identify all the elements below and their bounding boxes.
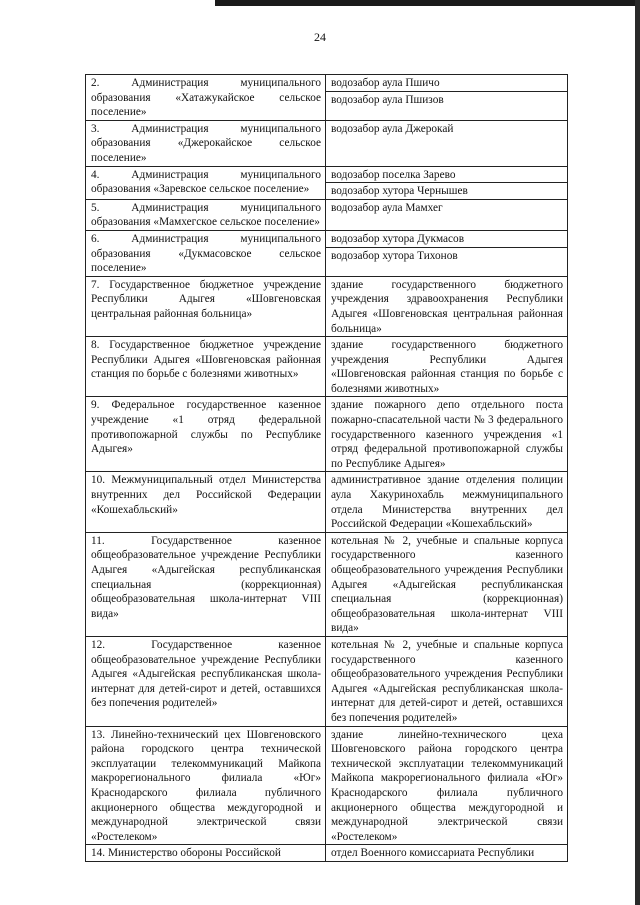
- facility-cell: [326, 75, 568, 121]
- table-row: [86, 199, 568, 230]
- organization-cell: 13. Линейно-технический цех Шовгеновского района городского центра технической эксплуатации телекоммуникаций Майкопа макрорегионального филиала «Юг» Краснодарского филиала публичного акционерного общества междугородной и международной электрической связи «Ростелеком»: [86, 726, 326, 845]
- table-row: [86, 230, 568, 276]
- table-row: [86, 472, 568, 532]
- organization-cell: 12. Государственное казенное общеобразовательное учреждение Республики Адыгея «Адыгейская республиканская школа-интернат для детей-сирот и детей, оставшихся без попечения родителей»: [86, 636, 326, 726]
- facility-item: водозабор хутора Тихонов: [326, 247, 567, 264]
- organizations-table: [85, 74, 568, 862]
- facility-item: отдел Военного комиссариата Республики: [331, 847, 535, 860]
- organization-cell: 9. Федеральное государственное казенное учреждение «1 отряд федеральной противопожарной службы по Республике Адыгея»: [86, 397, 326, 472]
- facility-cell: [326, 120, 568, 166]
- facility-item: здание линейно-технического цеха Шовгеновского района городского центра технической эксплуатации телекоммуникаций Майкопа макрорегионального филиала «Юг» Краснодарского филиала публичного акционерного общества междугородной и международной электрической связи «Ростелеком»: [331, 728, 563, 843]
- facility-item: водозабор хутора Чернышев: [326, 182, 567, 199]
- organization-cell: 5. Администрация муниципального образования «Мамхегское сельское поселение»: [86, 199, 326, 230]
- table-row: [86, 845, 568, 862]
- organization-cell: 8. Государственное бюджетное учреждение Республики Адыгея «Шовгеновская районная станция по борьбе с болезнями животных»: [86, 337, 326, 397]
- facility-cell: [326, 726, 568, 845]
- facility-cell: [326, 337, 568, 397]
- organization-cell: 2. Администрация муниципального образования «Хатажукайское сельское поселение»: [86, 75, 326, 121]
- organization-cell: 4. Администрация муниципального образования «Заревское сельское поселение»: [86, 166, 326, 199]
- facility-item: водозабор аула Мамхег: [331, 201, 443, 214]
- facility-item: здание государственного бюджетного учреждения здравоохранения Республики Адыгея «Шовгеновская центральная районная больница»: [331, 278, 563, 335]
- facility-cell: [326, 845, 568, 862]
- organization-cell: 3. Администрация муниципального образования «Джерокайское сельское поселение»: [86, 120, 326, 166]
- facility-item: здание пожарного депо отдельного поста пожарно-спасательной части № 3 федерального государственного казенного учреждения «1 отряд федеральной противопожарной службы по Республике Адыгея»: [331, 399, 563, 470]
- facility-cell: [326, 532, 568, 636]
- organization-cell: 10. Межмуниципальный отдел Министерства внутренних дел Российской Федерации «Кошехабльский»: [86, 472, 326, 532]
- table-row: [86, 276, 568, 336]
- scan-edge-right: [635, 0, 640, 905]
- organization-cell: 7. Государственное бюджетное учреждение Республики Адыгея «Шовгеновская центральная районная больница»: [86, 276, 326, 336]
- facility-item: водозабор аула Пшизов: [326, 91, 567, 108]
- facility-cell: [326, 472, 568, 532]
- facility-item: водозабор аула Джерокай: [331, 122, 454, 135]
- facility-cell: [326, 636, 568, 726]
- table-row: [86, 120, 568, 166]
- facility-item: котельная № 2, учебные и спальные корпуса государственного казенного общеобразовательного учреждения Республики Адыгея «Адыгейская республиканская специальная (коррекционная) общеобразовательная школа-интернат VIII вида»: [331, 534, 563, 635]
- organization-cell: 14. Министерство обороны Российской: [86, 845, 326, 862]
- table-row: [86, 337, 568, 397]
- table-row: [86, 166, 568, 199]
- facility-item: административное здание отделения полиции аула Хакуринохабль межмуниципального отдела Министерства внутренних дел Российской Федерации «Кошехабльский»: [331, 474, 563, 531]
- facility-item: водозабор аула Пшичо: [331, 77, 440, 89]
- facility-cell: [326, 397, 568, 472]
- facility-cell: [326, 276, 568, 336]
- facility-item: котельная № 2, учебные и спальные корпуса государственного казенного общеобразовательного учреждения Республики Адыгея «Адыгейская республиканская школа-интернат для детей-сирот и детей, оставшихся без попечения родителей»: [331, 638, 563, 724]
- organization-cell: 6. Администрация муниципального образования «Дукмасовское сельское поселение»: [86, 230, 326, 276]
- organization-cell: 11. Государственное казенное общеобразовательное учреждение Республики Адыгея «Адыгейская республиканская специальная (коррекционная) общеобразовательная школа-интернат VIII вида»: [86, 532, 326, 636]
- table-row: [86, 397, 568, 472]
- table-row: [86, 532, 568, 636]
- facility-cell: [326, 199, 568, 230]
- table-row: [86, 75, 568, 121]
- facility-item: водозабор поселка Зарево: [331, 168, 456, 181]
- page-number: 24: [314, 30, 326, 44]
- table-row: [86, 636, 568, 726]
- table-body: [86, 75, 568, 862]
- table-row: [86, 726, 568, 845]
- scan-edge-top: [215, 0, 640, 6]
- facility-cell: [326, 230, 568, 276]
- facility-item: здание государственного бюджетного учреждения Республики Адыгея «Шовгеновская районная станция по борьбе с болезнями животных»: [331, 339, 563, 395]
- facility-item: водозабор хутора Дукмасов: [331, 232, 465, 245]
- facility-cell: [326, 166, 568, 199]
